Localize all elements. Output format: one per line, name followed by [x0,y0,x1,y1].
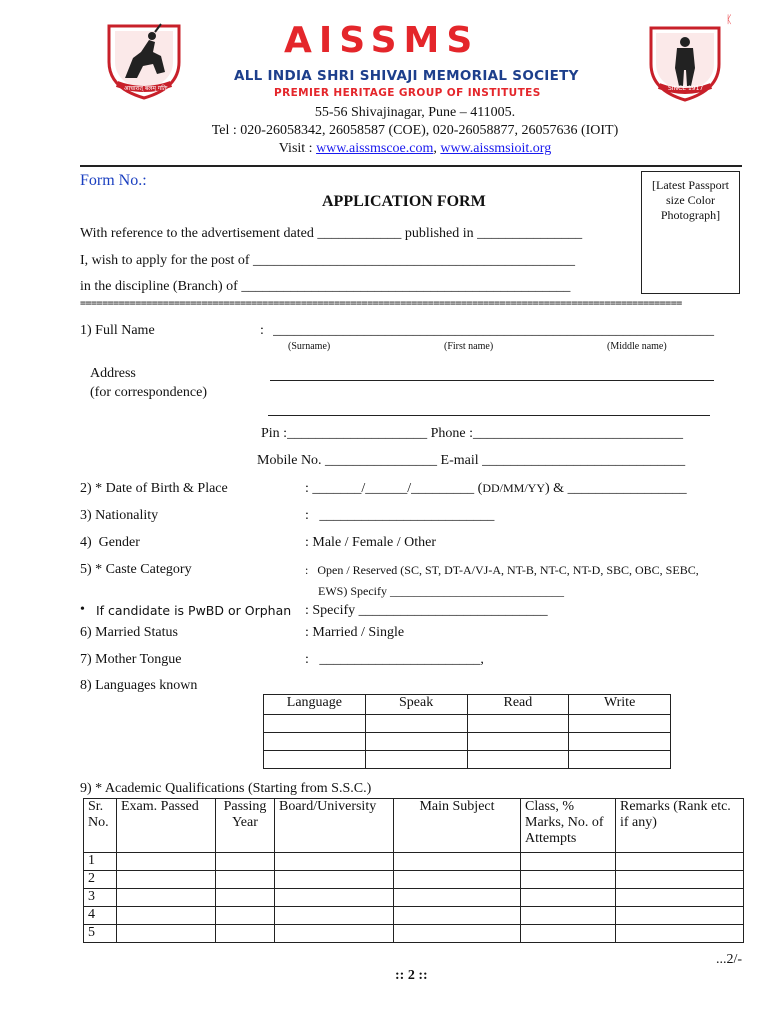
dob-field[interactable] [305,481,687,497]
acad-cell[interactable] [216,871,275,889]
languages-label: 8) Languages known [80,678,198,693]
acad-cell[interactable] [521,907,616,925]
visit-label: Visit : [278,141,317,156]
full-name-field[interactable]: _______________________________________________________________ [273,323,714,338]
acad-header-remarks: Remarks (Rank etc. if any) [616,799,744,853]
photo-box [641,171,740,294]
acad-cell[interactable] [275,907,394,925]
brand-title: AISSMS [284,20,480,61]
acad-cell[interactable] [616,907,744,925]
acad-cell[interactable] [275,925,394,943]
academic-row [84,907,744,925]
address-line-1[interactable] [270,380,714,381]
lang-cell[interactable] [365,715,467,733]
first-name-caption: (First name) [444,341,494,352]
gender-label: 4) Gender [80,535,140,550]
section-separator: ============================================================================================================= [80,298,682,309]
corner-mark: ᛕ [726,14,733,26]
acad-cell[interactable] [521,925,616,943]
pwbd-label: If candidate is PwBD or Orphan [96,603,292,618]
acad-cell[interactable] [616,925,744,943]
pin-phone-line[interactable]: Pin :____________________ Phone :______________________________ [261,426,683,441]
languages-table [263,694,671,769]
institute-websites [0,141,770,157]
acad-sr: 4 [84,907,117,925]
dob-place-blank: ) & _________________ [545,481,687,496]
lang-cell[interactable] [264,715,366,733]
acad-cell[interactable] [117,925,216,943]
acad-cell[interactable] [275,871,394,889]
form-title: APPLICATION FORM [322,193,486,210]
lang-cell[interactable] [467,715,569,733]
academic-row [84,925,744,943]
acad-sr: 2 [84,871,117,889]
premier-heritage: PREMIER HERITAGE GROUP OF INSTITUTES [274,87,541,99]
institute-address: 55-56 Shivajinagar, Pune – 411005. [314,105,516,120]
acad-cell[interactable] [394,889,521,907]
acad-cell[interactable] [394,907,521,925]
address-line-2[interactable] [268,415,710,416]
mother-tongue-field[interactable]: : _______________________, [305,652,484,667]
acad-header-class: Class, % Marks, No. of Attempts [521,799,616,853]
acad-header-year: Passing Year [216,799,275,853]
lang-header-read: Read [467,695,569,715]
acad-header-subject: Main Subject [394,799,521,853]
lang-cell[interactable] [264,751,366,769]
dob-label: 2) * Date of Birth & Place [80,481,228,496]
acad-cell[interactable] [216,889,275,907]
acad-cell[interactable] [117,853,216,871]
married-label: 6) Married Status [80,625,178,640]
website-separator: , [433,141,441,156]
acad-cell[interactable] [216,907,275,925]
surname-caption: (Surname) [288,341,331,352]
acad-cell[interactable] [394,853,521,871]
lang-cell[interactable] [264,733,366,751]
form-no-label: Form No.: [80,172,147,189]
acad-cell[interactable] [616,889,744,907]
acad-cell[interactable] [216,925,275,943]
full-name-colon: : [260,323,264,338]
lang-cell[interactable] [365,751,467,769]
acad-cell[interactable] [117,907,216,925]
lang-header-write: Write [569,695,671,715]
acad-header-sr: Sr. No. [84,799,117,853]
acad-cell[interactable] [275,889,394,907]
discipline-line: in the discipline (Branch) of _______________________________________________ [80,279,571,294]
advertisement-reference-line: With reference to the advertisement dated ____________ published in _______________ [80,226,583,241]
post-applied-line: I, wish to apply for the post of ______________________________________________ [80,253,576,268]
photo-box-label: [Latest Passport size Color Photograph] [652,178,729,222]
middle-name-caption: (Middle name) [607,341,667,352]
languages-row [264,733,671,751]
academic-table [83,798,744,943]
acad-header-exam: Exam. Passed [117,799,216,853]
acad-sr: 1 [84,853,117,871]
acad-cell[interactable] [394,925,521,943]
pwbd-specify[interactable]: : Specify ___________________________ [305,603,548,618]
lang-cell[interactable] [365,733,467,751]
society-name: ALL INDIA SHRI SHIVAJI MEMORIAL SOCIETY [234,68,579,84]
married-options[interactable]: : Married / Single [305,625,405,640]
acad-cell[interactable] [616,853,744,871]
acad-cell[interactable] [117,871,216,889]
lang-cell[interactable] [569,733,671,751]
lang-cell[interactable] [569,751,671,769]
header-divider [80,165,742,167]
website-ioit-link[interactable]: www.aissmsioit.org [440,141,552,156]
dob-format: DD/MM/YY [482,481,546,495]
academic-label: 9) * Academic Qualifications (Starting from S.S.C.) [80,781,372,796]
page-number: :: 2 :: [395,968,428,983]
caste-options[interactable]: : Open / Reserved (SC, ST, DT-A/VJ-A, NT-B, NT-C, NT-D, SBC, OBC, SEBC, [305,563,699,577]
lang-cell[interactable] [467,751,569,769]
academic-row [84,853,744,871]
lang-header-language: Language [264,695,366,715]
lang-header-speak: Speak [365,695,467,715]
languages-row [264,715,671,733]
academic-row [84,889,744,907]
left-emblem-motto: आचारात् बलम् गतिः [124,85,168,92]
acad-cell[interactable] [521,871,616,889]
full-name-label: 1) Full Name [80,323,155,338]
acad-cell[interactable] [394,871,521,889]
page-continuation: ...2/- [716,952,743,967]
languages-row [264,751,671,769]
acad-sr: 3 [84,889,117,907]
acad-cell[interactable] [521,889,616,907]
acad-cell[interactable] [117,889,216,907]
pwbd-bullet: • [80,602,85,617]
caste-specify[interactable]: EWS) Specify _____________________________ [318,584,564,598]
mobile-email-line[interactable]: Mobile No. ________________ E-mail _____________________________ [257,453,686,468]
institute-telephone: Tel : 020-26058342, 26058587 (COE), 020-26058877, 26057636 (IOIT) [211,123,619,138]
academic-header-row [84,799,744,853]
website-coe-link[interactable]: www.aissmscoe.com [316,141,434,156]
languages-header-row [264,695,671,715]
acad-cell[interactable] [616,871,744,889]
gender-options[interactable]: : Male / Female / Other [305,535,437,550]
acad-cell[interactable] [521,853,616,871]
nationality-label: 3) Nationality [80,508,159,523]
dob-blank: : _______/______/_________ ( [305,481,483,496]
nationality-field[interactable]: : _________________________ [305,508,495,523]
lang-cell[interactable] [467,733,569,751]
acad-sr: 5 [84,925,117,943]
address-sublabel: (for correspondence) [90,385,207,400]
caste-label: 5) * Caste Category [80,562,192,577]
right-emblem-since: SINCE 1917 [668,85,704,92]
mother-tongue-label: 7) Mother Tongue [80,652,182,667]
acad-cell[interactable] [216,853,275,871]
academic-row [84,871,744,889]
acad-header-board: Board/University [275,799,394,853]
acad-cell[interactable] [275,853,394,871]
lang-cell[interactable] [569,715,671,733]
address-label: Address [90,366,136,381]
